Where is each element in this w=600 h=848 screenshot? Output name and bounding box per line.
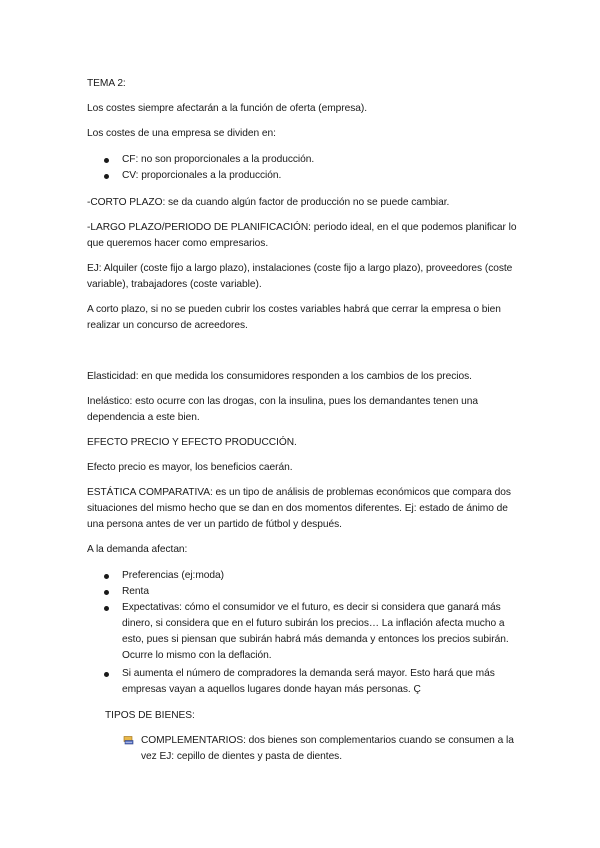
paragraph-corto-plazo-cierre: A corto plazo, si no se pueden cubrir los costes variables habrá que cerrar la empresa o bien realizar un concurso de acreedores. [87,304,501,331]
paragraph-demanda: A la demanda afectan: [87,544,188,555]
paragraph-inelastico: Inelástico: esto ocurre con las drogas, con la insulina, pues los demandantes tenen una dependencia a este bien. [87,396,478,423]
paragraph-corto-plazo: -CORTO PLAZO: se da cuando algún factor de producción no se puede cambiar. [87,197,450,208]
paragraph-elasticidad: Elasticidad: en que medida los consumidores responden a los cambios de los precios. [87,371,472,382]
bullet-dot [104,174,109,179]
list-item-expectativas: Expectativas: cómo el consumidor ve el futuro, es decir si considera que ganará más dinero, si considera que en el futuro subirán los precios… La inflación afecta mucho a esto, pues si piensan que subirán habrá más demanda y entonces los precios subirán. Ocurre lo mismo con la deflación. [122,602,509,661]
paragraph-estatica-comparativa: ESTÁTICA COMPARATIVA: es un tipo de análisis de problemas económicos que compara dos situaciones del mismo hecho que se dan en dos momentos diferentes. Ej: estado de ánimo de una persona antes de ver un partido de fútbol y después. [87,487,511,530]
bullet-dot [104,606,109,611]
list-item-cv: CV: proporcionales a la producción. [122,170,282,181]
heading-tipos-bienes: TIPOS DE BIENES: [105,710,195,721]
paragraph-efecto-precio: Efecto precio es mayor, los beneficios caerán. [87,462,293,473]
paragraph-ejemplo-costes: EJ: Alquiler (coste fijo a largo plazo), instalaciones (coste fijo a largo plazo), proveedores (coste variable), trabajadores (coste variable). [87,263,513,290]
book-icon [123,735,134,745]
doc-title: TEMA 2: [87,78,126,89]
paragraph-costes-dividen: Los costes de una empresa se dividen en: [87,128,276,139]
list-item-cf: CF: no son proporcionales a la producción. [122,154,315,165]
paragraph-costes-oferta: Los costes siempre afectarán a la función de oferta (empresa). [87,103,368,114]
list-item-compradores: Si aumenta el número de compradores la demanda será mayor. Esto hará que más empresas vayan a aquellos lugares donde hayan más personas. Ç [122,668,495,695]
bullet-dot [104,574,109,579]
bullet-dot [104,590,109,595]
list-item-complementarios: COMPLEMENTARIOS: dos bienes son complementarios cuando se consumen a la vez EJ: cepillo de dientes y pasta de dientes. [141,735,514,762]
heading-efecto-precio: EFECTO PRECIO Y EFECTO PRODUCCIÓN. [87,437,297,448]
bullet-dot [104,158,109,163]
list-item-renta: Renta [122,586,149,597]
bullet-dot [104,672,109,677]
list-item-preferencias: Preferencias (ej:moda) [122,570,224,581]
paragraph-largo-plazo: -LARGO PLAZO/PERIODO DE PLANIFICACIÓN: periodo ideal, en el que podemos planificar lo que queremos hacer como empresarios. [87,222,517,249]
